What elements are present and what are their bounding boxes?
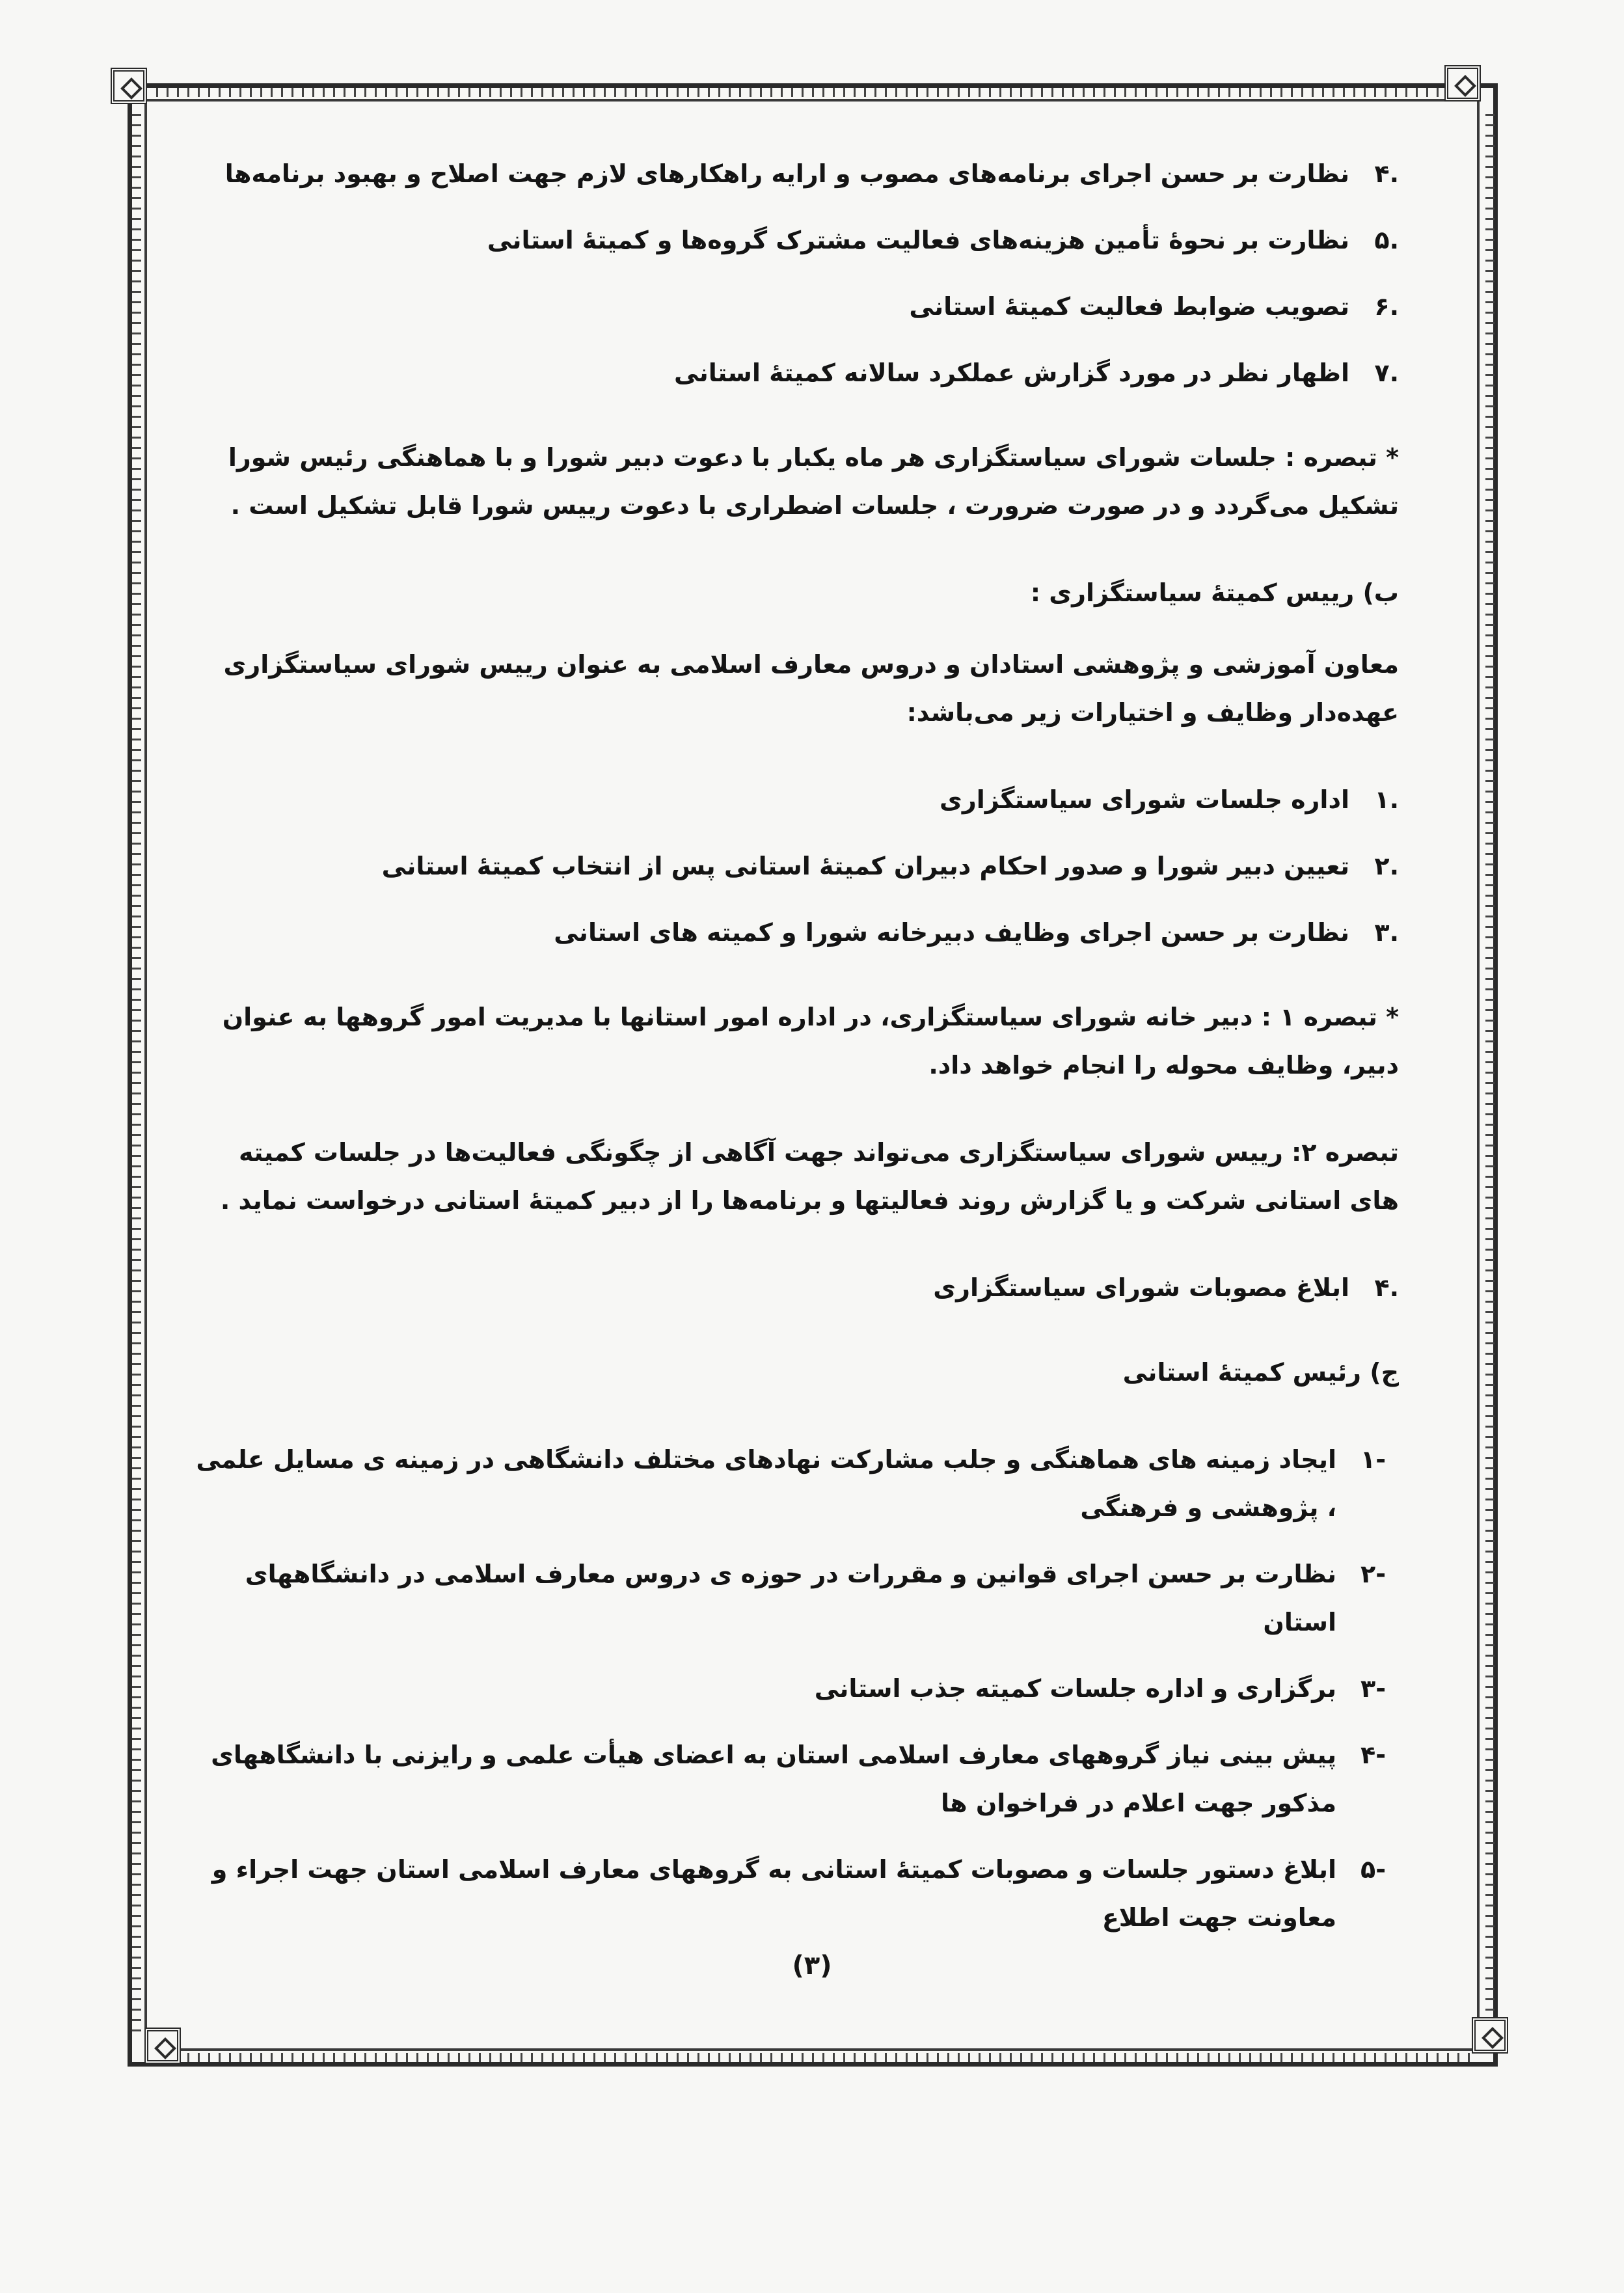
list-b [189, 776, 1399, 957]
item-text: ابلاغ دستور جلسات و مصوبات کمیتهٔ استانی به گروههای معارف اسلامی استان جهت اجراء و معاونت جهت اطلاع [211, 1855, 1336, 1932]
note-a: * تبصره : جلسات شورای سیاستگزاری هر ماه یکبار با دعوت دبیر شورا و با هماهنگی رئیس شورا تشکیل می‌گردد و در صورت ضرورت ، جلسات اضطراری با دعوت رییس شورا قابل تشکیل است . [228, 443, 1399, 520]
item-number: .۴ [1374, 159, 1399, 188]
frame-border-top [156, 88, 1470, 97]
list-item [189, 349, 1399, 397]
item-text: نظارت بر حسن اجرای قوانین و مقررات در حوزه ی دروس معارف اسلامی در دانشگاههای استان [245, 1560, 1336, 1636]
page-number: (۳) [792, 1951, 832, 1981]
item-text: برگزاری و اداره جلسات کمیته جذب استانی [814, 1674, 1336, 1703]
item-number: .۲ [1374, 852, 1399, 880]
list-item [189, 1731, 1386, 1827]
list-item [189, 842, 1399, 890]
frame-corner-ornament-br [1472, 2017, 1508, 2054]
list-item [189, 1664, 1386, 1713]
list-item [189, 908, 1399, 957]
section-heading-c: ج) رئیس کمیتهٔ استانی [1122, 1358, 1399, 1387]
item-number: -۲ [1360, 1560, 1386, 1588]
frame-corner-ornament-bl [144, 2028, 181, 2064]
list-item [189, 1264, 1399, 1312]
item-number: -۱ [1360, 1445, 1386, 1474]
item-number: -۴ [1360, 1741, 1386, 1769]
item-number: -۵ [1360, 1855, 1386, 1884]
frame-corner-ornament-tr [1444, 65, 1481, 102]
section-heading-b: ب) رییس کمیتهٔ سیاستگزاری : [1030, 578, 1399, 607]
frame-border-left [132, 114, 141, 2040]
item-number: .۳ [1374, 918, 1399, 947]
frame-border-bottom [156, 2053, 1470, 2062]
item-text: ابلاغ مصوبات شورای سیاستگزاری [933, 1273, 1349, 1302]
item-number: .۷ [1374, 359, 1399, 387]
item-text: پیش بینی نیاز گروههای معارف اسلامی استان به اعضای هیأت علمی و رایزنی با دانشگاههای مذکور جهت اعلام در فراخوان ها [211, 1741, 1336, 1817]
note-b1: * تبصره ۱ : دبیر خانه شورای سیاستگزاری، در اداره امور استانها با مدیریت امور گروهها به عنوان دبیر، وظایف محوله را انجام خواهد داد. [222, 1003, 1399, 1079]
list-a [189, 150, 1399, 397]
list-item [189, 1845, 1386, 1942]
item-text: اداره جلسات شورای سیاستگزاری [940, 785, 1349, 814]
intro-b: معاون آموزشی و پژوهشی استادان و دروس معارف اسلامی به عنوان رییس شورای سیاستگزاری عهده‌دار وظایف و اختیارات زیر می‌باشد: [223, 650, 1399, 727]
frame-border-right [1485, 114, 1495, 2040]
item-text: اظهار نظر در مورد گزارش عملکرد سالانه کمیتهٔ استانی [674, 359, 1349, 387]
document-body [189, 150, 1399, 1960]
list-item [189, 1435, 1386, 1532]
note-b2: تبصره ۲: رییس شورای سیاستگزاری می‌تواند جهت آگاهی از چگونگی فعالیت‌ها در جلسات کمیته های استانی شرکت و یا گزارش روند فعالیتها و برنامه‌ها را از دبیر کمیتهٔ استانی درخواست نماید . [220, 1138, 1399, 1215]
item-number: .۱ [1374, 785, 1399, 814]
item-number: .۶ [1374, 292, 1399, 321]
item-number: -۳ [1360, 1674, 1386, 1703]
item-text: نظارت بر حسن اجرای وظایف دبیرخانه شورا و کمیته های استانی [554, 918, 1349, 947]
list-item [189, 1550, 1386, 1646]
item-text: ایجاد زمینه های هماهنگی و جلب مشارکت نهادهای مختلف دانشگاهی در زمینه ی مسایل علمی ، پژوهشی و فرهنگی [196, 1445, 1336, 1522]
frame-corner-ornament-tl [111, 68, 147, 104]
list-item [189, 216, 1399, 264]
item-text: نظارت بر حسن اجرای برنامه‌های مصوب و ارایه راهکارهای لازم جهت اصلاح و بهبود برنامه‌ها [224, 159, 1349, 188]
item-text: تعیین دبیر شورا و صدور احکام دبیران کمیتهٔ استانی پس از انتخاب کمیتهٔ استانی [381, 852, 1349, 880]
item-number: .۵ [1374, 226, 1399, 254]
list-c [189, 1435, 1386, 1942]
item-text: نظارت بر نحوهٔ تأمین هزینه‌های فعالیت مشترک گروه‌ها و کمیتهٔ استانی [487, 226, 1349, 254]
list-item [189, 282, 1399, 331]
list-item [189, 776, 1399, 824]
item-number: .۴ [1374, 1273, 1399, 1302]
item-text: تصویب ضوابط فعالیت کمیتهٔ استانی [909, 292, 1349, 321]
list-item [189, 150, 1399, 198]
